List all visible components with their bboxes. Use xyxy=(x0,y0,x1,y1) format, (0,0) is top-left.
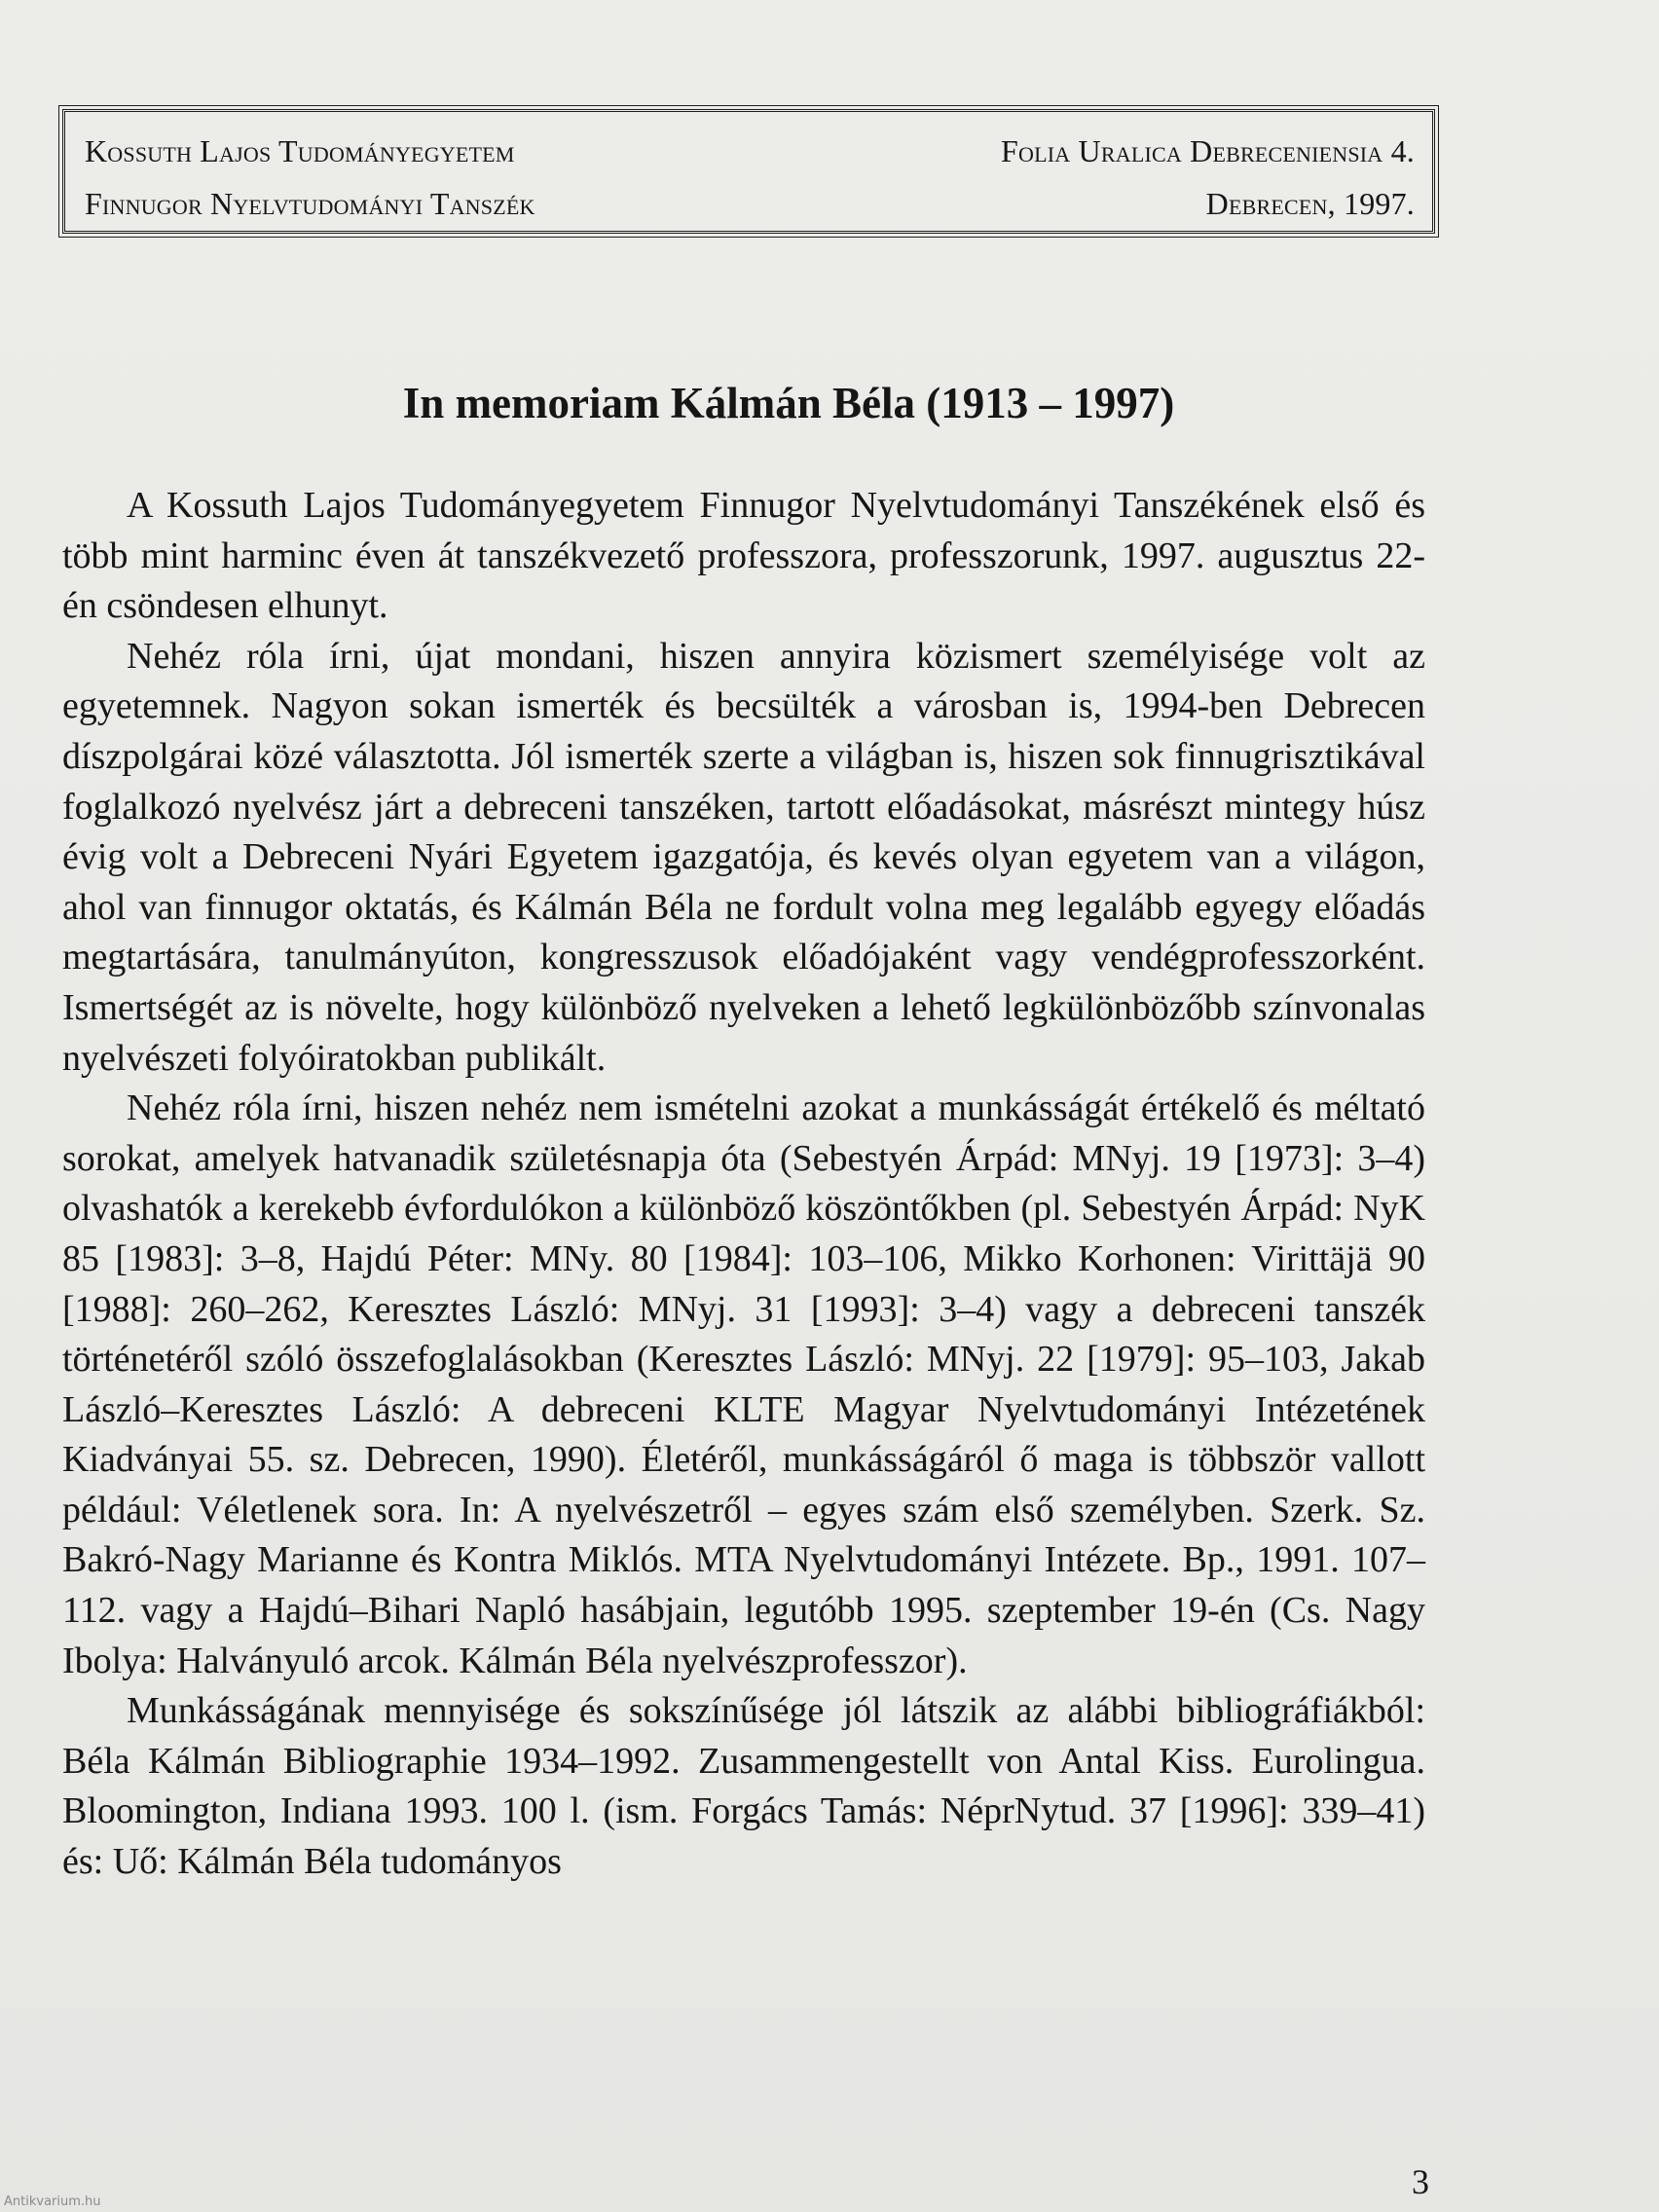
article-body xyxy=(62,481,1425,1888)
header-place-year: Debrecen, 1997. xyxy=(1205,186,1415,221)
paragraph-1: A Kossuth Lajos Tudományegyetem Finnugor Nyelvtudományi Tanszékének első és több mint harminc éven át tanszékvezető professzora, professzorunk, 1997. augusztus 22-én csöndesen elhunyt. xyxy=(62,485,1425,627)
article-title: In memoriam Kálmán Béla (1913 – 1997) xyxy=(402,379,1175,427)
header-department: Finnugor Nyelvtudományi Tanszék xyxy=(85,186,535,221)
paragraph-4: Munkásságának mennyisége és sokszínűsége jól látszik az alábbi bibliográfiákból: Béla Kálmán Bibliographie 1934–1992. Zusammengestellt von Antal Kiss. Eurolingua. Bloomington, Indiana 1993. 100 l. (ism. Forgács Tamás: NéprNytud. 37 [1996]: 339–41) és: Uő: Kálmán Béla tudományos xyxy=(62,1690,1425,1883)
header-series: Folia Uralica Debreceniensia 4. xyxy=(1001,133,1415,168)
header-university: Kossuth Lajos Tudományegyetem xyxy=(85,133,515,168)
paragraph-3: Nehéz róla írni, hiszen nehéz nem ismételni azokat a munkásságát értékelő és méltató sorokat, amelyek hatvanadik születésnapja óta (Sebestyén Árpád: MNyj. 19 [1973]: 3–4) olvashatók a kerekebb évfordulókon a különböző köszöntőkben (pl. Sebestyén Árpád: NyK 85 [1983]: 3–8, Hajdú Péter: MNy. 80 [1984]: 103–106, Mikko Korhonen: Virittäjä 90 [1988]: 260–262, Keresztes László: MNyj. 31 [1993]: 3–4) vagy a debreceni tanszék történetéről szóló összefoglalásokban (Keresztes László: MNyj. 22 [1979]: 95–103, Jakab László–Keresztes László: A debreceni KLTE Magyar Nyelvtudományi Intézetének Kiadványai 55. sz. Debrecen, 1990). Életéről, munkásságáról ő maga is többször vallott például: Véletlenek sora. In: A nyelvészetről – egyes szám első személyben. Szerk. Sz. Bakró-Nagy Marianne és Kontra Miklós. MTA Nyelvtudományi Intézete. Bp., 1991. 107–112. vagy a Hajdú–Bihari Napló hasábjain, legutóbb 1995. szeptember 19-én (Cs. Nagy Ibolya: Halványuló arcok. Kálmán Béla nyelvészprofesszor). xyxy=(62,1088,1425,1681)
header-frame xyxy=(62,109,1435,234)
watermark: Antikvarium.hu xyxy=(4,2194,101,2209)
paragraph-2: Nehéz róla írni, újat mondani, hiszen annyira közismert személyisége volt az egyetemnek. Nagyon sokan ismerték és becsülték a városban is, 1994-ben Debrecen díszpolgárai közé választotta. Jól ismerték szerte a világban is, hiszen sok finnugrisztikával foglalkozó nyelvész járt a debreceni tanszéken, tartott előadásokat, másrészt mintegy húsz évig volt a Debreceni Nyári Egyetem igazgatója, és kevés olyan egyetem van a világon, ahol van finnugor oktatás, és Kálmán Béla ne fordult volna meg legalább egyegy előadás megtartására, tanulmányúton, kongresszusok előadójaként vagy vendégprofesszorként. Ismertségét az is növelte, hogy különböző nyelveken a lehető legkülönbözőbb színvonalas nyelvészeti folyóiratokban publikált. xyxy=(62,635,1425,1079)
page-number: 3 xyxy=(1412,2162,1429,2201)
